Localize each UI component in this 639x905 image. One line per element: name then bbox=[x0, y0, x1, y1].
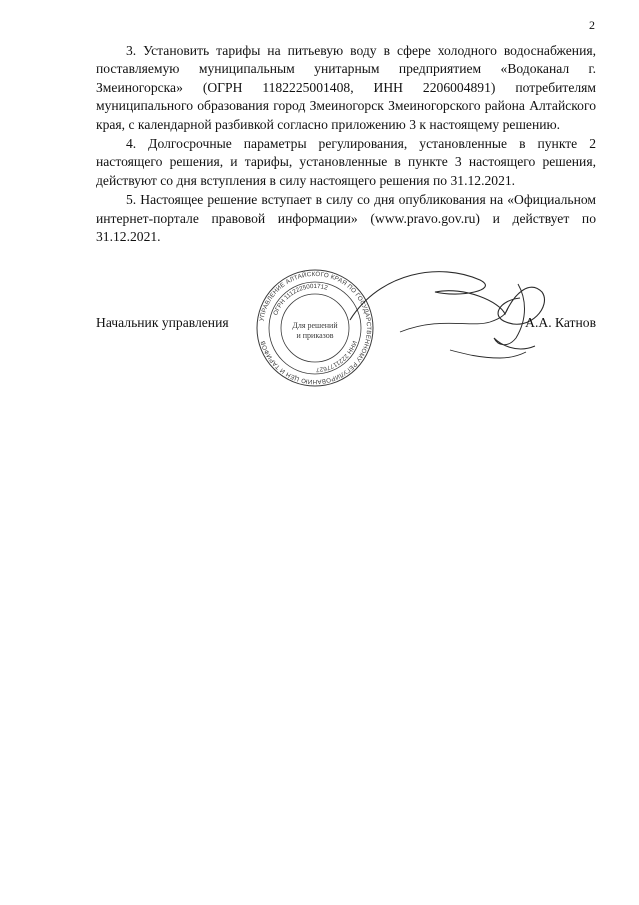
paragraph-4: 4. Долгосрочные параметры регулирования, установленные в пункте 2 настоящего решения, и тарифы, установленные в пункте 3 настоящего решения, действуют со дня вступления в силу настоящего решения по 31.12.2021. bbox=[96, 136, 596, 188]
signatory-name: А.А. Катнов bbox=[525, 315, 596, 330]
signatory-title: Начальник управления bbox=[96, 315, 229, 330]
seal-center-line-1: Для решений bbox=[292, 321, 338, 330]
seal-outer-text: УПРАВЛЕНИЕ АЛТАЙСКОГО КРАЯ ПО ГОСУДАРСТВЕННОМУ РЕГУЛИРОВАНИЮ ЦЕН И ТАРИФОВ bbox=[258, 270, 373, 386]
seal-inn-text: ИНН 2221177627 bbox=[315, 339, 358, 374]
document-body bbox=[96, 42, 596, 247]
paragraph-5: 5. Настоящее решение вступает в силу со дня опубликования на «Официальном интернет-портале правовой информации» (www.pravo.gov.ru) и действует по 31.12.2021. bbox=[96, 192, 596, 245]
page-number: 2 bbox=[589, 18, 595, 32]
seal-ogrn-text: ОГРН 1112225001712 bbox=[272, 282, 329, 317]
seal-center-line-2: и приказов bbox=[296, 331, 334, 340]
paragraph-3: 3. Установить тарифы на питьевую воду в сфере холодного водоснабжения, поставляемую муниципальным унитарным предприятием «Водоканал г. Змеиногорска» (ОГРН 1182225001408, ИНН 2206004891) потребителям муниципального образования город Змеиногорск Змеиногорского района Алтайского края, с календарной разбивкой согласно приложению 3 к настоящему решению. bbox=[96, 43, 596, 132]
